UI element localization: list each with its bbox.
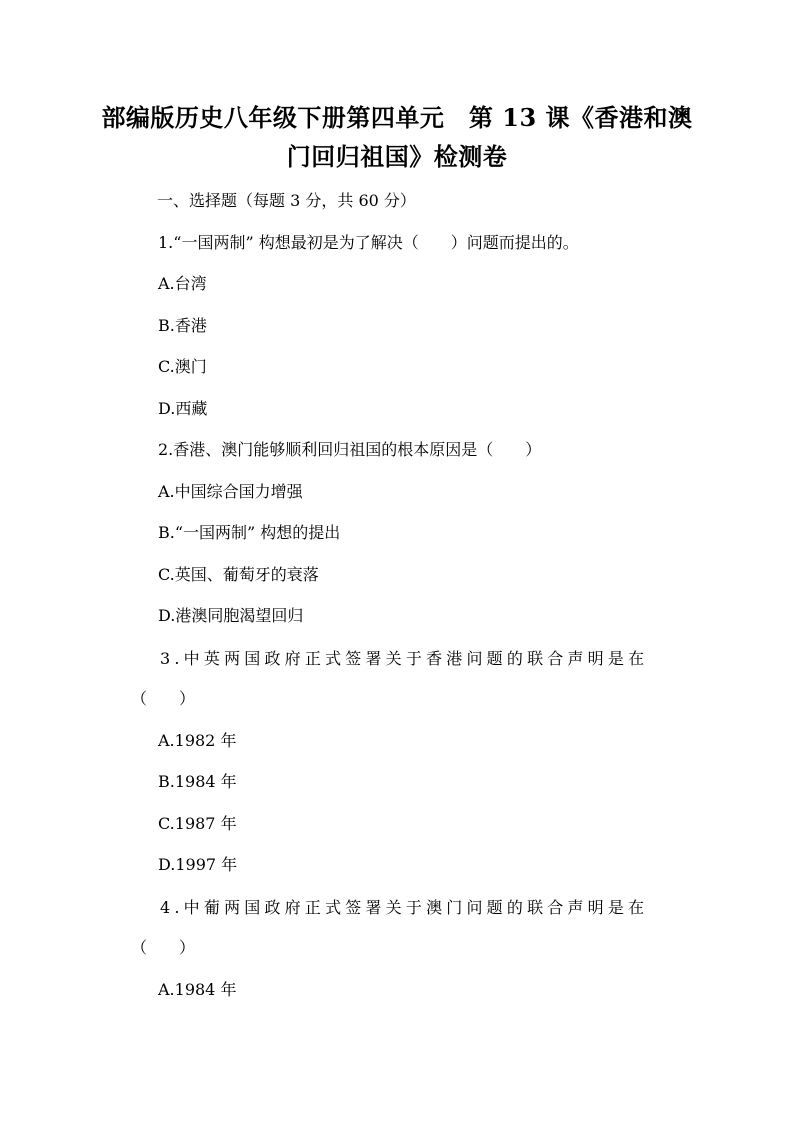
question-1-option-b: B.香港 (158, 316, 207, 335)
question-2-option-d: D.港澳同胞渴望回归 (158, 606, 304, 625)
question-4-stem-line-2: （ ） (131, 938, 196, 957)
question-3-stem-text: 3.中英两国政府正式签署关于香港问题的联合声明是在 (160, 649, 649, 668)
question-4-stem-text: 4.中葡两国政府正式签署关于澳门问题的联合声明是在 (160, 898, 649, 917)
question-1-option-a: A.台湾 (158, 274, 207, 293)
question-3-option-a: A.1982 年 (158, 731, 237, 750)
question-3-option-d: D.1997 年 (158, 855, 238, 874)
question-3-stem-line-1 (160, 651, 675, 667)
question-4-option-a: A.1984 年 (158, 980, 237, 999)
question-1-option-c: C.澳门 (158, 357, 207, 376)
question-4-stem-line-1 (160, 900, 675, 916)
section-heading: 一、选择题（每题 3 分，共 60 分） (157, 191, 416, 210)
question-3-option-b: B.1984 年 (158, 772, 237, 791)
question-3-option-c: C.1987 年 (158, 814, 237, 833)
question-1-option-d: D.西藏 (158, 399, 208, 418)
question-3-stem-line-2: （ ） (131, 689, 196, 708)
question-2-option-c: C.英国、葡萄牙的衰落 (158, 565, 319, 584)
question-2-stem: 2.香港、澳门能够顺利回归祖国的根本原因是（ ） (158, 440, 542, 459)
document-title-line-2: 门回归祖国》检测卷 (286, 142, 508, 171)
question-1-stem: 1.“一国两制” 构想最初是为了解决（ ）问题而提出的。 (158, 233, 579, 252)
question-2-option-b: B.“一国两制” 构想的提出 (158, 523, 341, 542)
question-2-option-a: A.中国综合国力增强 (158, 482, 303, 501)
document-title-line-1: 部编版历史八年级下册第四单元 第 13 课《香港和澳 (101, 103, 693, 132)
